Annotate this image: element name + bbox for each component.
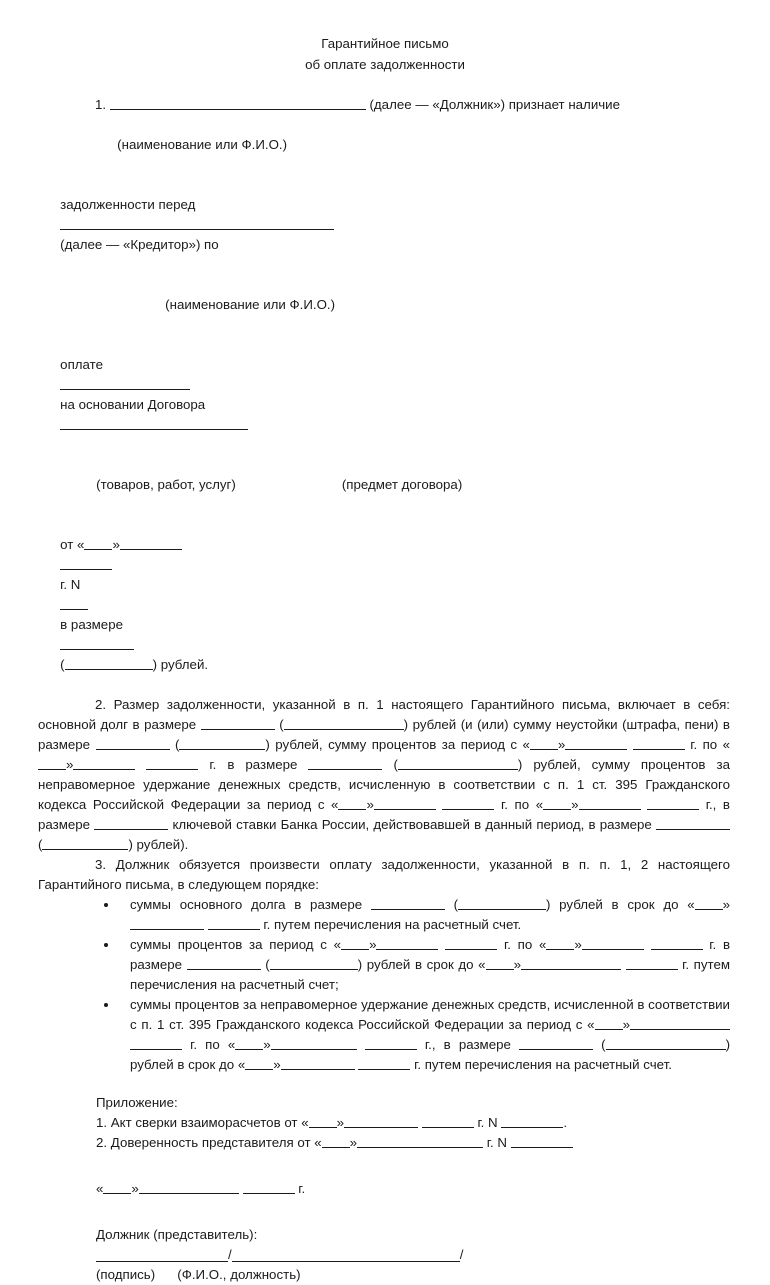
unlawful-to-month-blank[interactable] (579, 796, 641, 810)
penalty-words-blank[interactable] (179, 736, 265, 750)
clause-3-text: 3. Должник обязуется произвести оплату задолженности, указанной в п. п. 1, 2 настоящего Гарантийного письма, в следующем порядке: (38, 857, 730, 892)
bullet-3-c: г. по « (190, 1037, 236, 1052)
bullet-1-d: » (722, 897, 730, 912)
bullet-3-a: суммы процентов за неправомерное удержание денежных средств, исчисленной в соответствии с п. 1 ст. 395 Гражданского кодекса Российской Федерации за период с « (130, 997, 730, 1032)
unlawful-from-month-blank[interactable] (374, 796, 436, 810)
bullet-3-g: ) рублей в срок до « (130, 1037, 731, 1072)
clause-1-line-4-b: » (112, 537, 120, 552)
bullet-icon (104, 943, 108, 947)
date-year-suffix: г. (298, 1181, 306, 1196)
b2-to-year-blank[interactable] (651, 936, 703, 950)
bullet-2-a: суммы процентов за период с « (130, 937, 342, 952)
bullet-3-f: ( (601, 1037, 606, 1052)
att1-month-blank[interactable] (344, 1114, 418, 1128)
caption-text-1: (наименование или Ф.И.О.) (117, 137, 288, 152)
contract-subject-blank[interactable] (60, 416, 248, 430)
b3-due-month-blank[interactable] (281, 1056, 355, 1070)
caption-text-2: (наименование или Ф.И.О.) (165, 297, 336, 312)
att1-year-blank[interactable] (422, 1114, 474, 1128)
bullet-2-i: г. путем перечисления на расчетный счет; (130, 957, 730, 992)
signing-date-line (96, 1179, 730, 1199)
payment-subject-blank[interactable] (60, 376, 190, 390)
clause-2-text-k: ) рублей, сумму процентов за неправомерное удержание денежных средств, исчисленную в соответствии с п. 1 ст. 395 Гражданского кодекса Российской Федерации за период с « (38, 757, 730, 812)
bullet-1-f: г. путем перечисления на расчетный счет. (263, 917, 522, 932)
clause-1-line-4-c: г. N (60, 577, 81, 592)
clause-1-line-3-a: оплате (60, 357, 103, 372)
bullet-3-b: » (622, 1017, 630, 1032)
clause-2-text-m: г. по « (501, 797, 544, 812)
principal-debt-digits-blank[interactable] (201, 716, 275, 730)
b2-from-month-blank[interactable] (376, 936, 438, 950)
bullet-3-h: » (273, 1057, 281, 1072)
caption-text-3a: (товаров, работ, услуг) (96, 477, 236, 492)
clause-1-line-2-prefix: задолженности перед (60, 197, 196, 212)
sign-month-blank[interactable] (139, 1180, 239, 1194)
b2-amount-words-blank[interactable] (270, 956, 358, 970)
attachment-2-c: г. N (486, 1135, 507, 1150)
attachments-heading: Приложение: (96, 1095, 178, 1110)
interest-amount-words-blank[interactable] (398, 756, 518, 770)
interest-to-year-blank[interactable] (146, 756, 198, 770)
attachment-2-b: » (349, 1135, 358, 1150)
interest-to-day-blank[interactable] (38, 756, 66, 770)
clause-1-caption-2 (38, 275, 730, 335)
bullet-2-f: ( (265, 957, 270, 972)
clause-2 (38, 695, 730, 855)
sign-year-blank[interactable] (243, 1180, 295, 1194)
bullet-2-e: г. в размере (130, 937, 731, 972)
clause-2-text-q: ( (38, 837, 43, 852)
list-item (96, 995, 730, 1075)
document-body (38, 95, 730, 1285)
signature-blank[interactable] (96, 1246, 228, 1262)
contract-day-blank[interactable] (84, 536, 112, 550)
bullet-1-c: ) рублей в срок до « (546, 897, 695, 912)
amount-words-blank[interactable] (65, 656, 153, 670)
bullet-2-c: г. по « (503, 937, 547, 952)
b3-amount-words-blank[interactable] (606, 1036, 726, 1050)
clause-1-line-4-e: ( (60, 657, 65, 672)
clause-2-text-f: » (557, 737, 566, 752)
clause-2-text-p: ключевой ставки Банка России, действовавшей в данный период, в размере (172, 817, 652, 832)
contract-month-blank[interactable] (120, 536, 182, 550)
clause-1-caption-1 (38, 115, 730, 175)
attachment-1-a: 1. Акт сверки взаиморасчетов от « (96, 1115, 309, 1130)
b3-from-year-blank[interactable] (130, 1036, 182, 1050)
b2-due-day-blank[interactable] (486, 956, 514, 970)
bullet-2-g: ) рублей в срок до « (357, 957, 486, 972)
clause-2-text-n: » (571, 797, 579, 812)
interest-from-day-blank[interactable] (530, 736, 558, 750)
attachment-item-2 (96, 1133, 730, 1153)
bullet-2-h: » (513, 957, 521, 972)
clause-2-text-r: ) рублей). (128, 837, 189, 852)
unlawful-to-year-blank[interactable] (647, 796, 699, 810)
clause-1-line-4-f: ) рублей. (152, 657, 209, 672)
attachment-2-a: 2. Доверенность представителя от « (96, 1135, 322, 1150)
clause-2-text-d: ( (174, 737, 180, 752)
b3-from-day-blank[interactable] (595, 1016, 623, 1030)
attachment-1-b: » (336, 1115, 345, 1130)
bullet-2-b: » (369, 937, 377, 952)
bullet-1-a: суммы основного долга в размере (130, 897, 363, 912)
clause-2-text-b: ( (279, 717, 284, 732)
clause-1-after-blank: (далее — «Должник») признает наличие (369, 97, 620, 112)
clause-1-line-3-b: на основании Договора (60, 397, 206, 412)
att1-day-blank[interactable] (309, 1114, 337, 1128)
attachment-item-1 (96, 1113, 730, 1133)
interest-to-month-blank[interactable] (73, 756, 135, 770)
b1-due-year-blank[interactable] (208, 916, 260, 930)
unlawful-amount-digits-blank[interactable] (656, 816, 730, 830)
b2-amount-digits-blank[interactable] (187, 956, 261, 970)
b3-amount-digits-blank[interactable] (519, 1036, 593, 1050)
sign-day-blank[interactable] (103, 1180, 131, 1194)
clause-3 (38, 855, 730, 895)
clause-2-text-i: г. в размере (209, 757, 298, 772)
bullet-3-d: » (263, 1037, 271, 1052)
unlawful-from-year-blank[interactable] (442, 796, 494, 810)
b1-due-month-blank[interactable] (130, 916, 204, 930)
b2-to-day-blank[interactable] (546, 936, 574, 950)
b3-from-month-blank[interactable] (630, 1016, 730, 1030)
signature-caption: (подпись) (Ф.И.О., должность) (96, 1267, 301, 1282)
interest-from-month-blank[interactable] (565, 736, 627, 750)
creditor-name-blank[interactable] (60, 216, 334, 230)
b1-amount-digits-blank[interactable] (371, 896, 445, 910)
att2-month-blank[interactable] (357, 1134, 431, 1148)
att2-year-blank[interactable] (431, 1134, 483, 1148)
signature-slash-1: / (228, 1247, 232, 1262)
document-title (0, 33, 770, 75)
clause-1-line-2 (38, 175, 730, 275)
list-item (96, 935, 730, 995)
b2-due-year-blank[interactable] (626, 956, 678, 970)
unlawful-amount-words-blank[interactable] (42, 836, 128, 850)
spacer (38, 1153, 730, 1179)
interest-from-year-blank[interactable] (633, 736, 685, 750)
b2-due-month-blank[interactable] (521, 956, 621, 970)
bullet-3-e: г., в размере (424, 1037, 511, 1052)
signature-block (96, 1225, 730, 1285)
clause-2-text-l: » (366, 797, 374, 812)
b3-to-month-blank[interactable] (271, 1036, 357, 1050)
attachments-block (96, 1093, 730, 1153)
clause-1-number: 1. (95, 97, 107, 112)
clause-2-text-e: ) рублей, сумму процентов за период с « (265, 737, 530, 752)
clause-2-text-a: 2. Размер задолженности, указанной в п. 1 настоящего Гарантийного письма, включает в себя: основной долг в размере (38, 697, 730, 732)
clause-2-text-j: ( (393, 757, 398, 772)
bullet-3-i: г. путем перечисления на расчетный счет. (414, 1057, 672, 1072)
amount-digits-blank[interactable] (60, 636, 134, 650)
b2-to-month-blank[interactable] (582, 936, 644, 950)
clause-1-line-4-a: от « (60, 537, 85, 552)
clause-1-line-4 (38, 515, 730, 695)
title-line-1: Гарантийное письмо (321, 36, 449, 51)
bullet-2-d: » (574, 937, 582, 952)
spacer (38, 1199, 730, 1225)
date-quote-close: » (131, 1181, 139, 1196)
contract-number-blank[interactable] (60, 596, 88, 610)
penalty-digits-blank[interactable] (96, 736, 170, 750)
attachment-1-d: . (563, 1115, 568, 1130)
bullet-1-b: ( (453, 897, 459, 912)
date-quote-open: « (96, 1181, 104, 1196)
bullet-icon (104, 1003, 108, 1007)
document-page (0, 33, 770, 1282)
clause-2-text-c: ) рублей (и (или) сумму неустойки (штрафа, пени) в размере (38, 717, 730, 752)
unlawful-to-day-blank[interactable] (543, 796, 571, 810)
key-rate-blank[interactable] (94, 816, 168, 830)
signature-lines (96, 1245, 730, 1265)
principal-debt-words-blank[interactable] (284, 716, 404, 730)
b3-due-day-blank[interactable] (245, 1056, 273, 1070)
b2-from-year-blank[interactable] (445, 936, 497, 950)
title-line-2: об оплате задолженности (305, 57, 465, 72)
b1-amount-words-blank[interactable] (458, 896, 546, 910)
clause-1-caption-3 (38, 455, 730, 515)
list-item (96, 895, 730, 935)
unlawful-from-day-blank[interactable] (338, 796, 366, 810)
clause-1-line-2-suffix: (далее — «Кредитор») по (60, 237, 219, 252)
att1-number-blank[interactable] (501, 1114, 563, 1128)
debtor-name-blank[interactable] (110, 96, 366, 110)
b2-from-day-blank[interactable] (341, 936, 369, 950)
spacer (38, 1075, 730, 1093)
att2-day-blank[interactable] (322, 1134, 350, 1148)
bullet-icon (104, 903, 108, 907)
b3-due-year-blank[interactable] (358, 1056, 410, 1070)
clause-2-text-g: г. по « (690, 737, 731, 752)
b3-to-day-blank[interactable] (235, 1036, 263, 1050)
att2-number-blank[interactable] (511, 1134, 573, 1148)
clause-2-text-h: » (66, 757, 74, 772)
clause-2-text-o: г., в размере (38, 797, 730, 832)
signature-heading: Должник (представитель): (96, 1227, 258, 1242)
interest-amount-digits-blank[interactable] (308, 756, 382, 770)
contract-year-blank[interactable] (60, 556, 112, 570)
caption-text-3b: (предмет договора) (341, 477, 463, 492)
fullname-position-blank[interactable] (232, 1246, 460, 1262)
clause-1-line-4-d: в размере (60, 617, 123, 632)
attachment-1-c: г. N (477, 1115, 498, 1130)
clause-1-line-1 (38, 95, 730, 115)
b3-to-year-blank[interactable] (365, 1036, 417, 1050)
signature-slash-2: / (459, 1247, 464, 1262)
b1-due-day-blank[interactable] (695, 896, 723, 910)
payment-order-list (38, 895, 730, 1075)
clause-1-line-3 (38, 335, 730, 455)
